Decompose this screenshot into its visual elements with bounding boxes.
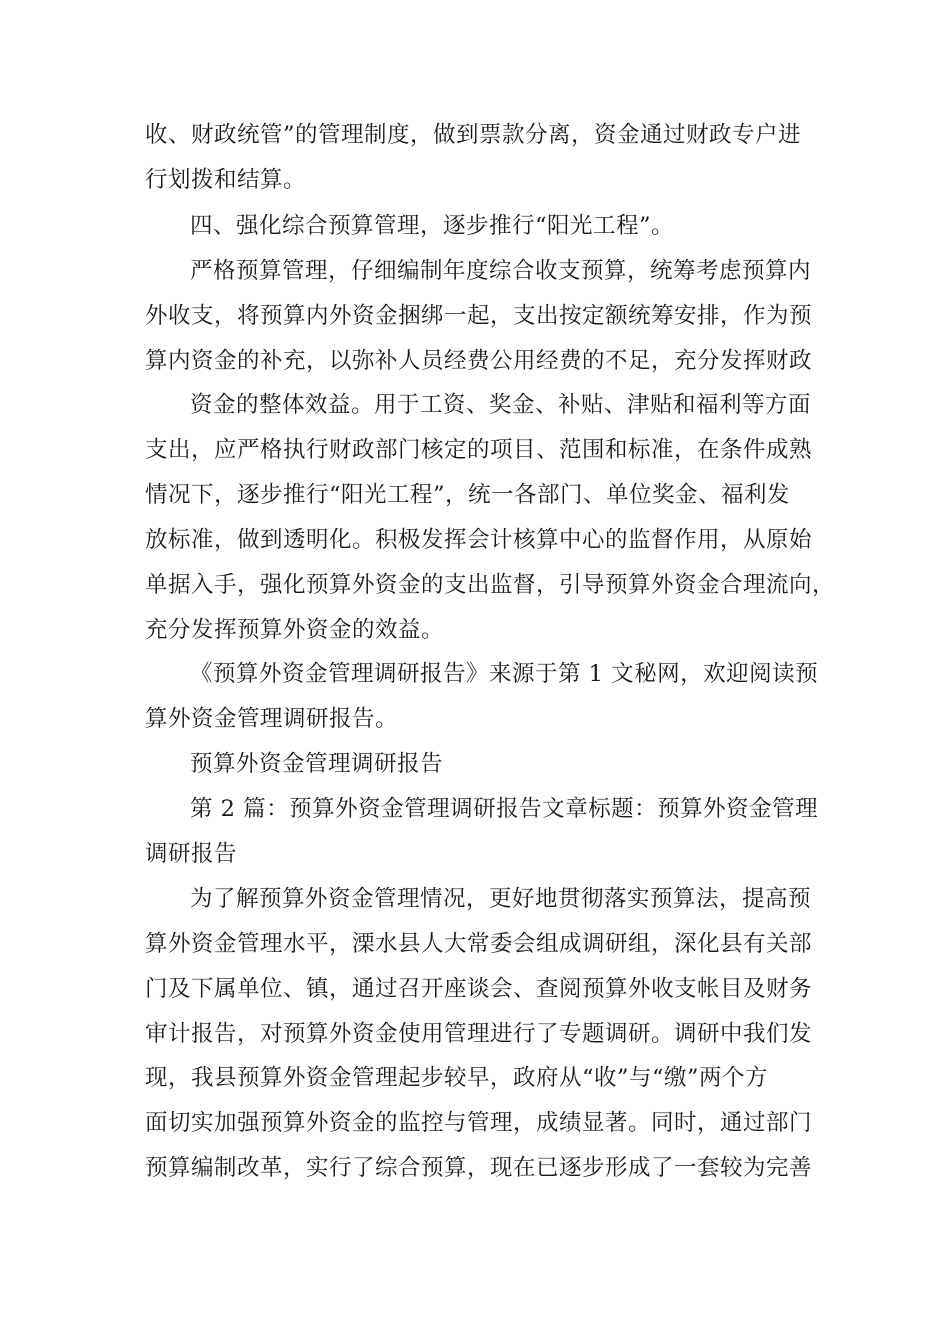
text-line: 算外资金管理调研报告。: [145, 706, 399, 732]
text-line: 为了解预算外资金管理情况，更好地贯彻落实预算法，提高预: [190, 886, 812, 912]
text-line: 审计报告，对预算外资金使用管理进行了专题调研。调研中我们发: [145, 1021, 813, 1047]
article-title: 预算外资金管理调研报告: [190, 751, 444, 777]
text-line: 放标准，做到透明化。积极发挥会计核算中心的监督作用，从原始: [145, 527, 813, 553]
text-line: 收、财政统管”的管理制度，做到票款分离，资金通过财政专户进: [145, 122, 802, 148]
text-line: 严格预算管理，仔细编制年度综合收支预算，统筹考虑预算内: [190, 258, 812, 284]
text-line: 单据入手，强化预算外资金的支出监督，引导预算外资金合理流向，: [145, 572, 836, 598]
text-line: 第 2 篇：预算外资金管理调研报告文章标题：预算外资金管理: [190, 796, 819, 822]
text-line: 行划拨和结算。: [145, 167, 307, 193]
text-line: 《预算外资金管理调研报告》来源于第 1 文秘网，欢迎阅读预: [190, 661, 819, 687]
text-line: 外收支，将预算内外资金捆绑一起，支出按定额统筹安排，作为预: [145, 303, 813, 329]
text-line: 算内资金的补充，以弥补人员经费公用经费的不足，充分发挥财政: [145, 348, 813, 374]
text-line: 面切实加强预算外资金的监控与管理，成绩显著。同时，通过部门: [145, 1110, 813, 1136]
text-line: 调研报告: [145, 841, 238, 867]
text-line: 算外资金管理水平，溧水县人大常委会组成调研组，深化县有关部: [145, 931, 813, 957]
text-line: 门及下属单位、镇，通过召开座谈会、查阅预算外收支帐目及财务: [145, 976, 813, 1002]
text-line: 情况下，逐步推行“阳光工程”，统一各部门、单位奖金、福利发: [145, 482, 791, 508]
text-line: 预算编制改革，实行了综合预算，现在已逐步形成了一套较为完善: [145, 1155, 813, 1181]
section-heading: 四、强化综合预算管理，逐步推行“阳光工程”。: [190, 213, 675, 239]
text-line: 资金的整体效益。用于工资、奖金、补贴、津贴和福利等方面: [190, 392, 812, 418]
text-line: 现，我县预算外资金管理起步较早，政府从“收”与“缴”两个方: [145, 1065, 769, 1091]
text-line: 充分发挥预算外资金的效益。: [145, 617, 445, 643]
text-line: 支出，应严格执行财政部门核定的项目、范围和标准，在条件成熟: [145, 437, 813, 463]
